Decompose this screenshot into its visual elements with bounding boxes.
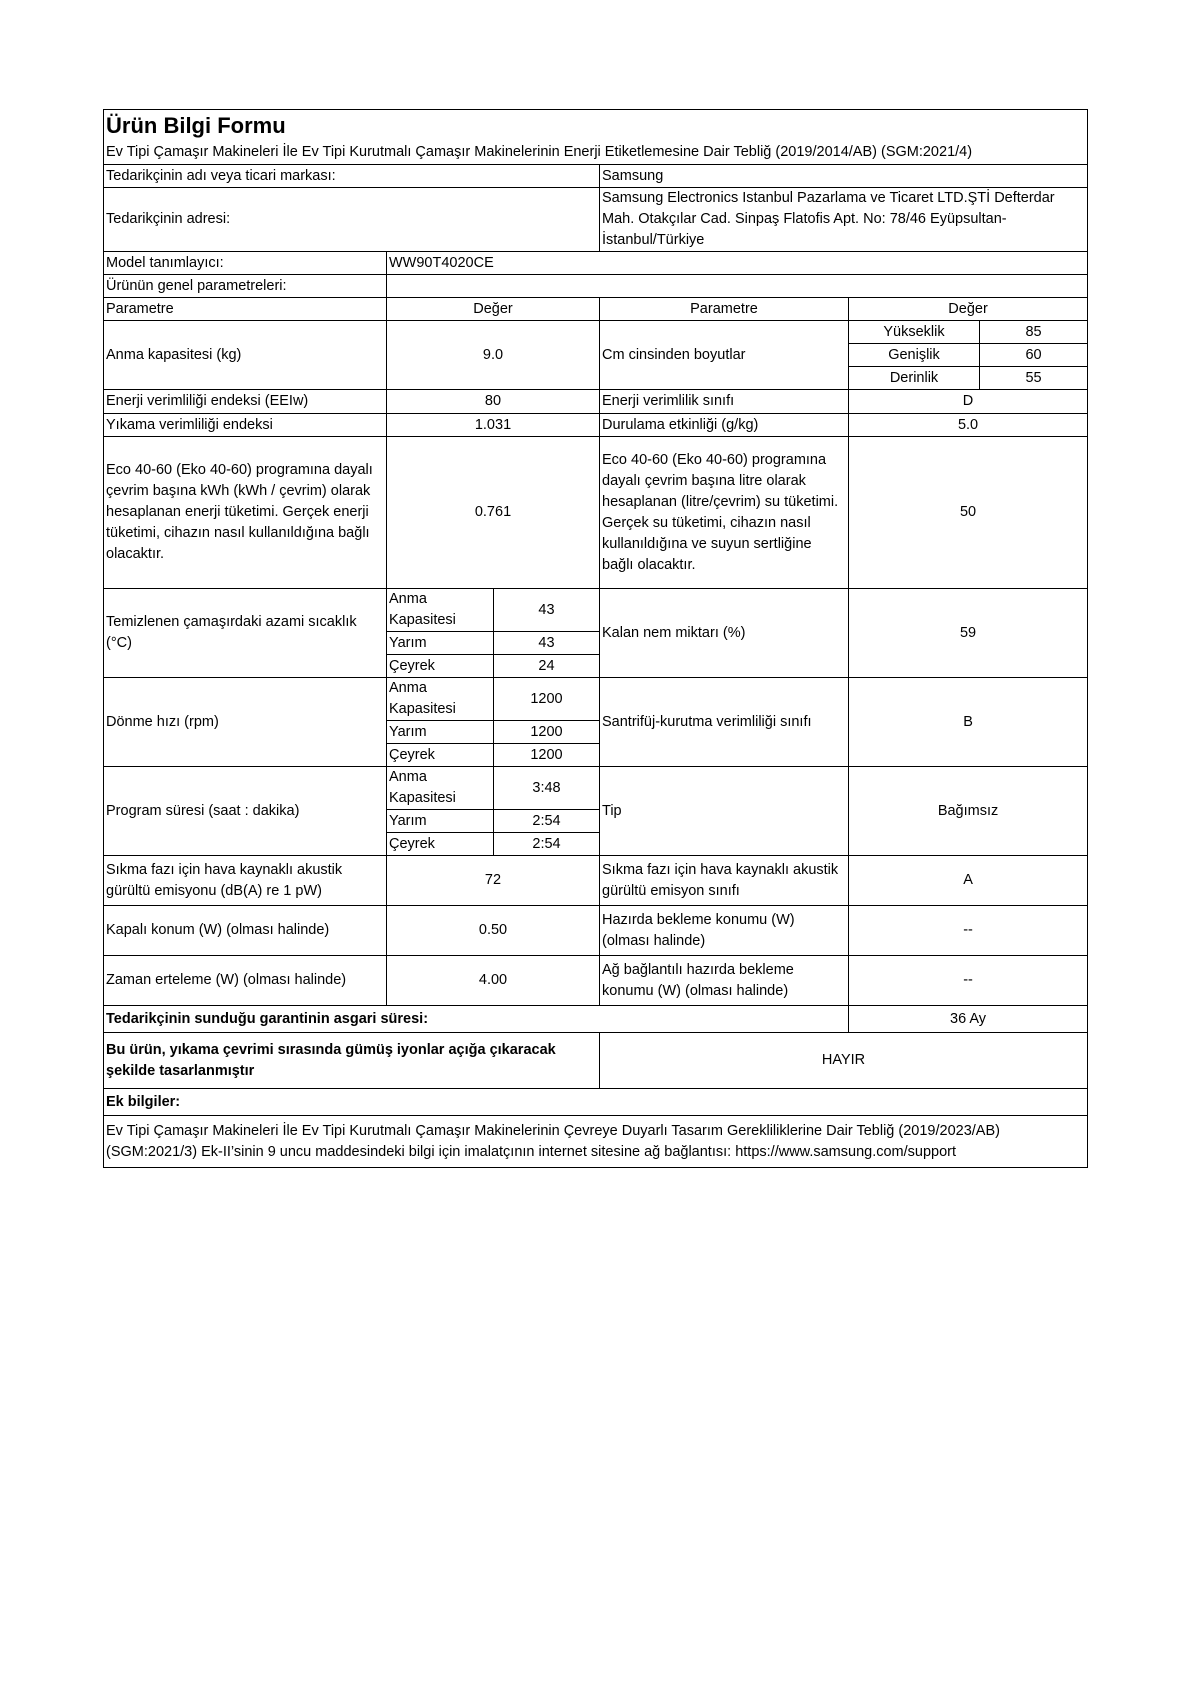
- max-temp-half-value: 43: [494, 632, 600, 655]
- energy-class-value: D: [849, 390, 1088, 414]
- spin-speed-full-label: Anma Kapasitesi: [387, 678, 494, 721]
- header-value-right: Değer: [849, 298, 1088, 321]
- delay-start-label: Zaman erteleme (W) (olması halinde): [104, 956, 387, 1006]
- spin-speed-label: Dönme hızı (rpm): [104, 678, 387, 767]
- silver-ions-label: Bu ürün, yıkama çevrimi sırasında gümüş iyonlar açığa çıkaracak şekilde tasarlanmıştır: [104, 1033, 600, 1089]
- product-info-table: [103, 109, 1088, 1168]
- off-mode-label: Kapalı konum (W) (olması halinde): [104, 906, 387, 956]
- supplier-name-label: Tedarikçinin adı veya ticari markası:: [104, 165, 600, 188]
- moisture-value: 59: [849, 589, 1088, 678]
- max-temp-quarter-label: Çeyrek: [387, 655, 494, 678]
- supplier-address-label: Tedarikçinin adresi:: [104, 188, 600, 252]
- silver-ions-value: HAYIR: [600, 1033, 1088, 1089]
- width-label: Genişlik: [849, 344, 980, 367]
- program-duration-half-value: 2:54: [494, 810, 600, 833]
- water-consumption-label: Eco 40-60 (Eko 40-60) programına dayalı çevrim başına litre olarak hesaplanan (litre/çevrim) su tüketimi. Gerçek su tüketimi, cihazın nasıl kullanıldığına ve suyun sertliğine bağlı olacaktır.: [600, 437, 849, 589]
- depth-value: 55: [980, 367, 1088, 390]
- model-label: Model tanımlayıcı:: [104, 252, 387, 275]
- rinsing-value: 5.0: [849, 414, 1088, 437]
- max-temp-half-label: Yarım: [387, 632, 494, 655]
- depth-label: Derinlik: [849, 367, 980, 390]
- dimensions-label: Cm cinsinden boyutlar: [600, 321, 849, 390]
- product-information-sheet: [103, 109, 1087, 1168]
- height-label: Yükseklik: [849, 321, 980, 344]
- max-temp-full-label: Anma Kapasitesi: [387, 589, 494, 632]
- spin-class-value: B: [849, 678, 1088, 767]
- delay-start-value: 4.00: [387, 956, 600, 1006]
- spin-speed-quarter-value: 1200: [494, 744, 600, 767]
- washing-efficiency-label: Yıkama verimliliği endeksi: [104, 414, 387, 437]
- standby-value: --: [849, 906, 1088, 956]
- eei-value: 80: [387, 390, 600, 414]
- energy-consumption-label: Eco 40-60 (Eko 40-60) programına dayalı çevrim başına kWh (kWh / çevrim) olarak hesaplanan enerji tüketimi. Gerçek enerji tüketimi, cihazın nasıl kullanıldığına bağlı olacaktır.: [104, 437, 387, 589]
- general-params-empty: [387, 275, 1088, 298]
- capacity-label: Anma kapasitesi (kg): [104, 321, 387, 390]
- spin-class-label: Santrifüj-kurutma verimliliği sınıfı: [600, 678, 849, 767]
- program-duration-label: Program süresi (saat : dakika): [104, 767, 387, 856]
- max-temp-full-value: 43: [494, 589, 600, 632]
- network-standby-value: --: [849, 956, 1088, 1006]
- model-value: WW90T4020CE: [387, 252, 1088, 275]
- max-temp-label: Temizlenen çamaşırdaki azami sıcaklık (°C): [104, 589, 387, 678]
- energy-consumption-value: 0.761: [387, 437, 600, 589]
- spin-speed-quarter-label: Çeyrek: [387, 744, 494, 767]
- additional-info-text: Ev Tipi Çamaşır Makineleri İle Ev Tipi Kurutmalı Çamaşır Makinelerinin Çevreye Duyarlı Tasarım Gerekliliklerine Dair Tebliğ (2019/2023/AB) (SGM:2021/3) Ek-II’sinin 9 uncu maddesindeki bilgi için imalatçının internet sitesine ağ bağlantısı: https://www.samsung.com/support: [104, 1116, 1088, 1168]
- off-mode-value: 0.50: [387, 906, 600, 956]
- noise-class-value: A: [849, 856, 1088, 906]
- eei-label: Enerji verimliliği endeksi (EEIw): [104, 390, 387, 414]
- header-param-left: Parametre: [104, 298, 387, 321]
- header-value-left: Değer: [387, 298, 600, 321]
- max-temp-quarter-value: 24: [494, 655, 600, 678]
- rinsing-label: Durulama etkinliği (g/kg): [600, 414, 849, 437]
- noise-label: Sıkma fazı için hava kaynaklı akustik gürültü emisyonu (dB(A) re 1 pW): [104, 856, 387, 906]
- capacity-value: 9.0: [387, 321, 600, 390]
- width-value: 60: [980, 344, 1088, 367]
- program-duration-full-value: 3:48: [494, 767, 600, 810]
- water-consumption-value: 50: [849, 437, 1088, 589]
- moisture-label: Kalan nem miktarı (%): [600, 589, 849, 678]
- spin-speed-half-label: Yarım: [387, 721, 494, 744]
- noise-class-label: Sıkma fazı için hava kaynaklı akustik gürültü emisyon sınıfı: [600, 856, 849, 906]
- general-params-label: Ürünün genel parametreleri:: [104, 275, 387, 298]
- spin-speed-full-value: 1200: [494, 678, 600, 721]
- program-duration-full-label: Anma Kapasitesi: [387, 767, 494, 810]
- type-value: Bağımsız: [849, 767, 1088, 856]
- washing-efficiency-value: 1.031: [387, 414, 600, 437]
- warranty-value: 36 Ay: [849, 1006, 1088, 1033]
- warranty-label: Tedarikçinin sunduğu garantinin asgari süresi:: [104, 1006, 849, 1033]
- header-param-right: Parametre: [600, 298, 849, 321]
- spin-speed-half-value: 1200: [494, 721, 600, 744]
- supplier-name-value: Samsung: [600, 165, 1088, 188]
- program-duration-half-label: Yarım: [387, 810, 494, 833]
- page-title: Ürün Bilgi Formu: [104, 110, 1088, 142]
- type-label: Tip: [600, 767, 849, 856]
- noise-value: 72: [387, 856, 600, 906]
- standby-label: Hazırda bekleme konumu (W) (olması halinde): [600, 906, 849, 956]
- program-duration-quarter-value: 2:54: [494, 833, 600, 856]
- regulation-subtitle: Ev Tipi Çamaşır Makineleri İle Ev Tipi Kurutmalı Çamaşır Makinelerinin Enerji Etiketlemesine Dair Tebliğ (2019/2014/AB) (SGM:2021/4): [104, 142, 1088, 165]
- supplier-address-value: Samsung Electronics Istanbul Pazarlama ve Ticaret LTD.ŞTİ Defterdar Mah. Otakçılar Cad. Sinpaş Flatofis Apt. No: 78/46 Eyüpsultan-İstanbul/Türkiye: [600, 188, 1088, 252]
- height-value: 85: [980, 321, 1088, 344]
- program-duration-quarter-label: Çeyrek: [387, 833, 494, 856]
- energy-class-label: Enerji verimlilik sınıfı: [600, 390, 849, 414]
- additional-info-label: Ek bilgiler:: [104, 1089, 1088, 1116]
- network-standby-label: Ağ bağlantılı hazırda bekleme konumu (W) (olması halinde): [600, 956, 849, 1006]
